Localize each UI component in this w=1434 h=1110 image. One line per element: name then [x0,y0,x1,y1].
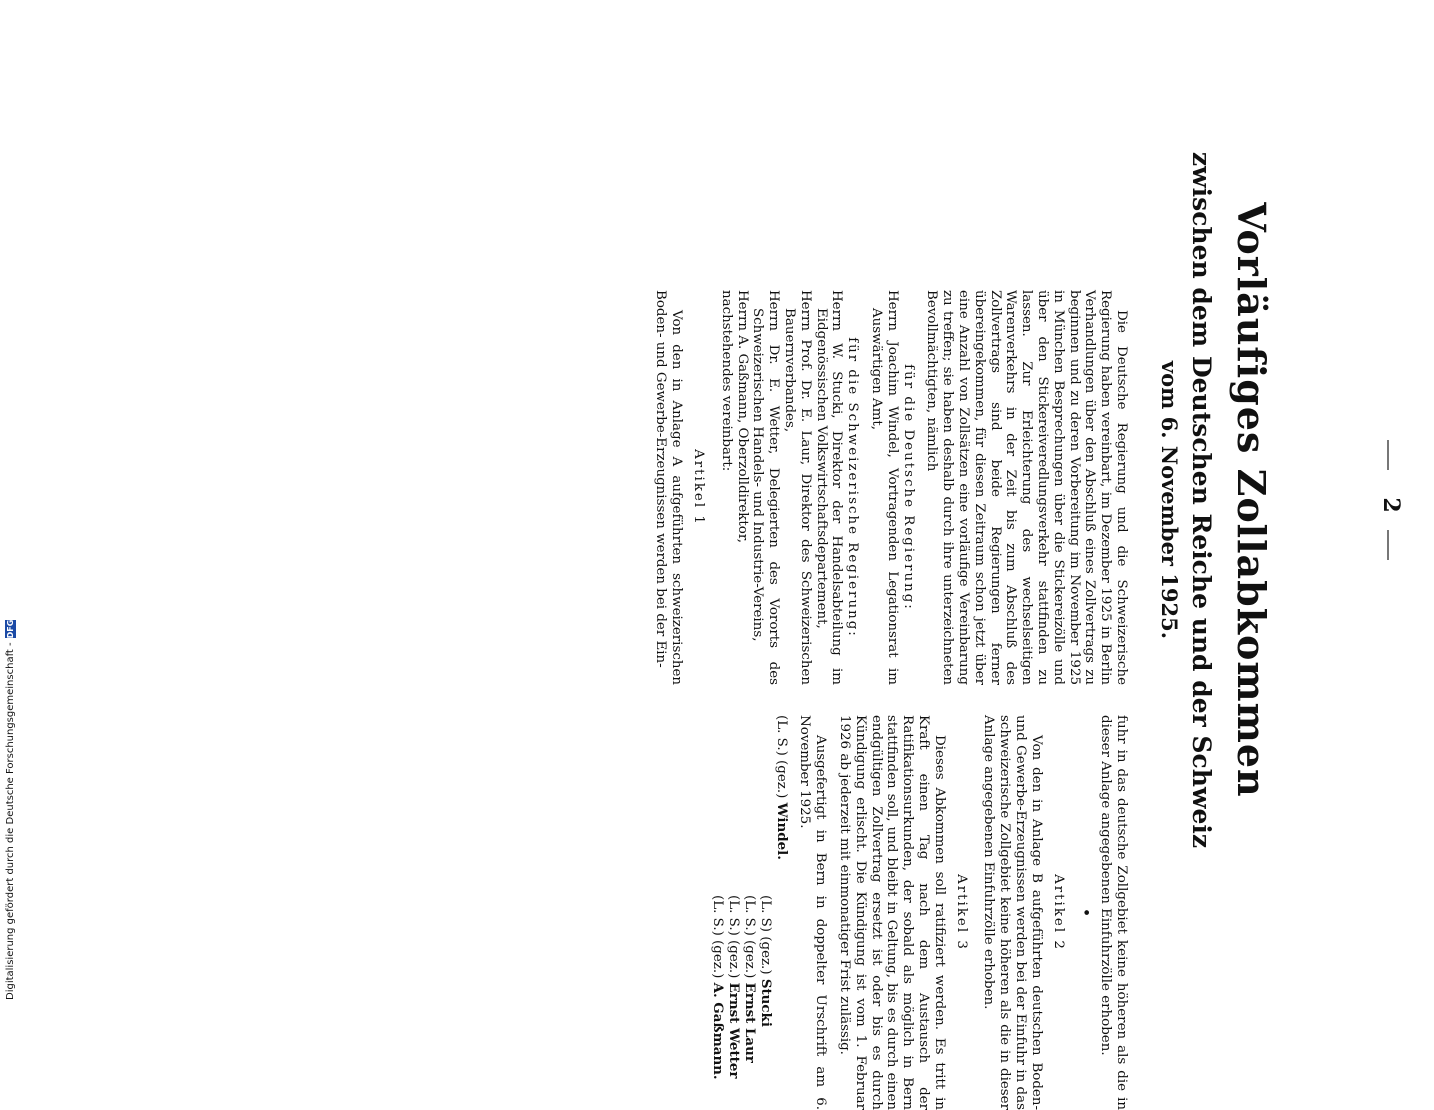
execution-note: Ausgefertigt in Bern in doppelter Urschrift am 6. November 1925. [797,715,829,1110]
swiss-delegate: Herrn W. Stucki, Direktor der Handelsabteilung im Eidgenössischen Volkswirtschaftsdepartement, [813,290,845,685]
signature-name: Ernst Laur [742,982,759,1063]
signature-line [725,895,741,1110]
document-date: vom 6. November 1925. [1157,360,1182,640]
signature-name: A. Gaßmann. [710,982,727,1080]
signature-name: Ernst Wetter [726,982,743,1079]
signature-prefix: (L. S.) (gez.) [726,895,742,979]
signature-line [773,715,789,1110]
article-1-heading: Artikel 1 [691,449,707,526]
right-column [710,715,1129,1110]
digitization-watermark [0,600,20,1000]
signature-line [757,895,773,1110]
signature-prefix: (L. S.) (gez.) [710,895,726,979]
watermark-text: Digitalisierung gefördert durch die Deutsche Forschungsgemeinschaft - [4,642,16,1000]
signature-line [741,895,757,1110]
document-title: Vorläufiges Zollabkommen [1229,202,1274,798]
german-government-heading: für die Deutsche Regierung: [900,364,916,611]
swiss-delegate: Herrn A. Gaßmann, Oberzolldirektor, [734,290,750,544]
closing-phrase: nachstehendes vereinbart: [718,290,734,472]
document-subtitle: zwischen dem Deutschen Reiche und der Schweiz [1187,151,1216,849]
header-rule-left [1387,440,1389,470]
article-3-heading: Artikel 3 [953,874,969,951]
signature-line [710,895,726,1110]
article-2-heading: Artikel 2 [1050,874,1066,951]
signature-name: Windel. [773,802,790,860]
signature-prefix: (L. S) (gez.) [757,895,773,975]
article-3-text: Dieses Abkommen soll ratifiziert werden. Es tritt in Kraft einen Tag nach dem Austausch der Ratifikationsurkunden, der sobald als möglich in Bern stattfinden soll, und bleibt in Geltung, bis es durch einen endgültigen Zollvertrag ersetzt ist oder bis es durch Kündigung erlischt. Die Kündigung ist vom 1. Februar 1926 ab jederzeit mit einmonatiger Frist zulässig. [837,715,947,1110]
page-number: 2 [1378,497,1404,513]
article-1-continuation: fuhr in das deutsche Zollgebiet keine höheren als die in dieser Anlage angegebenen Einfuhrzölle erhoben. [1098,715,1129,1110]
signature-prefix: (L. S.) (gez.) [773,715,789,799]
german-delegate: Herrn Joachim Windel, Vortragenden Legationsrat im Auswärtigen Amt, [869,290,900,685]
intro-paragraph: Die Deutsche Regierung und die Schweizerische Regierung haben vereinbart, im Dezember 1925 in Berlin Verhandlungen über den Abschluß eines Zollvertrags zu beginnen und zu deren Vorbereitung im November 1925 in München Besprechungen über die Stickereizölle und über den Stickereiveredlungsverkehr stattfinden zu lassen. Zur Erleichterung des wechselseitigen Warenverkehrs in der Zeit bis zum Abschluß des Zollvertrags sind beide Regierungen ferner übereingekommen, für diesen Zeitraum schon jetzt über eine Anzahl von Zollsätzen eine vorläufige Vereinbarung zu treffen; sie haben deshalb durch ihre unterzeichneten Bevollmächtigten, nämlich [924,290,1129,685]
signature-name: Stucki [757,978,774,1027]
signature-prefix: (L. S.) (gez.) [742,895,758,979]
header-rule-right [1387,530,1389,560]
left-column [653,290,1129,685]
swiss-delegate: Herrn Prof. Dr. E. Laur, Direktor des Schweizerischen Bauernverbandes, [782,290,813,685]
swiss-government-heading: für die Schweizerische Regierung: [845,337,861,638]
separator-dot: • [1078,908,1095,917]
swiss-signatures [710,895,773,1110]
dfg-logo-icon: DFG [5,619,15,639]
article-2-text: Von den in Anlage B aufgeführten deutschen Boden- und Gewerbe-Erzeugnissen werden bei der Einfuhr in das schweizerische Zollgebiet keine höheren als die in dieser Anlage angegebenen Einfuhrzölle erhoben. [981,715,1044,1110]
article-1-text: Von den in Anlage A aufgeführten schweizerischen Boden- und Gewerbe-Erzeugnissen werden bei der Ein- [653,290,685,685]
swiss-delegate: Herrn Dr. E. Wetter, Delegierten des Vororts des Schweizerischen Handels- und Industrie-Vereins, [750,290,782,685]
